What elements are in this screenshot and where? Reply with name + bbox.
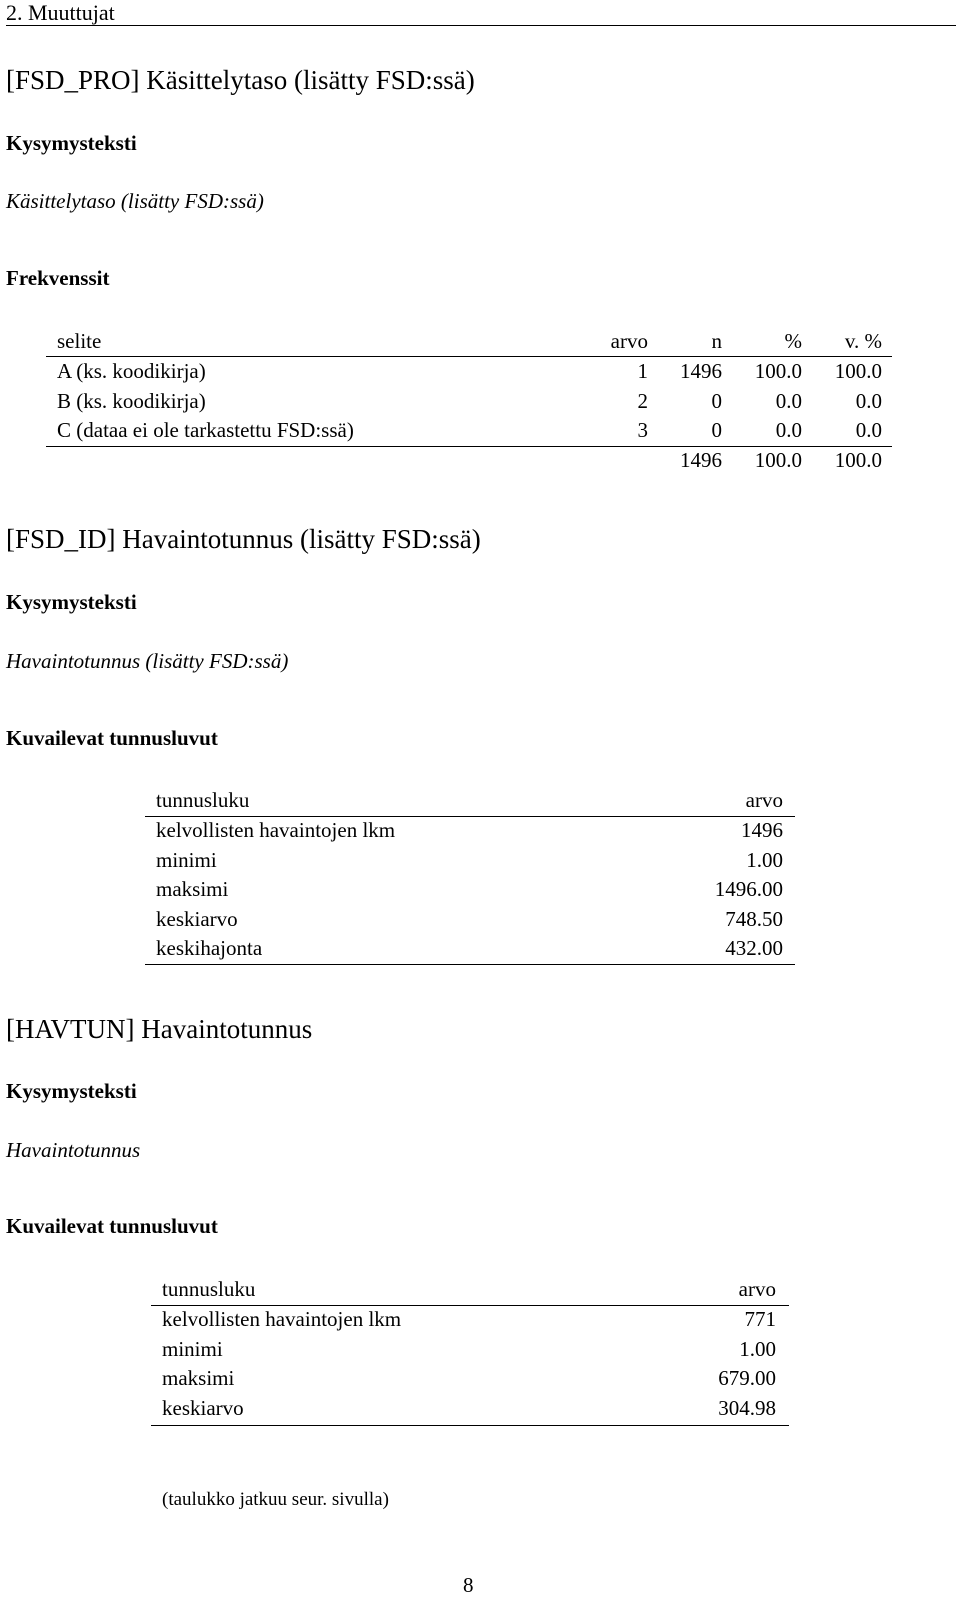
- table-rule: [145, 816, 795, 817]
- column-header: arvo: [745, 788, 783, 812]
- column-header: n: [711, 329, 722, 353]
- table-cell: 1496: [680, 359, 722, 383]
- total-cell: 100.0: [834, 448, 882, 472]
- column-header: selite: [57, 329, 102, 353]
- table-cell: maksimi: [162, 1366, 235, 1390]
- question-text: Havaintotunnus (lisätty FSD:ssä): [6, 649, 289, 673]
- column-header: v. %: [844, 329, 882, 353]
- table-cell: C (dataa ei ole tarkastettu FSD:ssä): [57, 418, 354, 442]
- table-cell: keskiarvo: [156, 907, 238, 931]
- table-cell: B (ks. koodikirja): [57, 389, 206, 413]
- question-heading: Kysymysteksti: [6, 1079, 137, 1103]
- table-rule: [145, 964, 795, 965]
- table-rule: [46, 356, 892, 357]
- section-title-havtun: [HAVTUN] Havaintotunnus: [6, 1014, 313, 1044]
- table-cell: 1: [637, 359, 648, 383]
- section-title-fsd-id: [FSD_ID] Havaintotunnus (lisätty FSD:ssä): [6, 524, 481, 554]
- table-cell: 1.00: [739, 1337, 776, 1361]
- total-cell: 1496: [680, 448, 722, 472]
- table-cell: 304.98: [718, 1396, 776, 1420]
- table-cell: 1496.00: [714, 877, 783, 901]
- table-cell: 0.0: [775, 418, 802, 442]
- table-cell: 748.50: [725, 907, 783, 931]
- table-cell: 2: [637, 389, 648, 413]
- table-cell: 100.0: [754, 359, 802, 383]
- table-cell: 0.0: [855, 418, 882, 442]
- question-heading: Kysymysteksti: [6, 131, 137, 155]
- question-text: Käsittelytaso (lisätty FSD:ssä): [6, 189, 264, 213]
- column-header: arvo: [738, 1277, 776, 1301]
- table-cell: maksimi: [156, 877, 229, 901]
- question-text: Havaintotunnus: [6, 1138, 141, 1162]
- table-cell: 1.00: [746, 848, 783, 872]
- table-heading-descriptives: Kuvailevat tunnusluvut: [6, 1214, 218, 1238]
- table-rule: [151, 1425, 789, 1426]
- table-cell: 0: [711, 418, 722, 442]
- table-cell: 3: [637, 418, 648, 442]
- column-header: tunnusluku: [162, 1277, 256, 1301]
- table-heading-descriptives: Kuvailevat tunnusluvut: [6, 726, 218, 750]
- header-rule: [6, 25, 956, 26]
- table-cell: 432.00: [725, 936, 783, 960]
- column-header: %: [784, 329, 802, 353]
- table-cell: kelvollisten havaintojen lkm: [162, 1307, 402, 1331]
- table-cell: 0.0: [775, 389, 802, 413]
- table-cell: 679.00: [718, 1366, 776, 1390]
- table-cell: kelvollisten havaintojen lkm: [156, 818, 396, 842]
- table-cell: A (ks. koodikirja): [57, 359, 206, 383]
- page-number: 8: [463, 1573, 474, 1597]
- table-cell: 771: [744, 1307, 776, 1331]
- table-cell: keskiarvo: [162, 1396, 244, 1420]
- running-header: 2. Muuttujat: [6, 0, 115, 25]
- column-header: tunnusluku: [156, 788, 250, 812]
- table-cell: keskihajonta: [156, 936, 263, 960]
- table-heading-frequencies: Frekvenssit: [6, 266, 110, 290]
- table-cell: 100.0: [834, 359, 882, 383]
- section-title-fsd-pro: [FSD_PRO] Käsittelytaso (lisätty FSD:ssä): [6, 65, 475, 95]
- table-cell: minimi: [156, 848, 217, 872]
- table-cell: 1496: [741, 818, 783, 842]
- column-header: arvo: [610, 329, 648, 353]
- continuation-note: (taulukko jatkuu seur. sivulla): [162, 1489, 389, 1510]
- table-cell: 0: [711, 389, 722, 413]
- table-rule: [151, 1305, 789, 1306]
- question-heading: Kysymysteksti: [6, 590, 137, 614]
- table-cell: minimi: [162, 1337, 223, 1361]
- table-cell: 0.0: [855, 389, 882, 413]
- total-cell: 100.0: [754, 448, 802, 472]
- table-rule: [46, 446, 892, 447]
